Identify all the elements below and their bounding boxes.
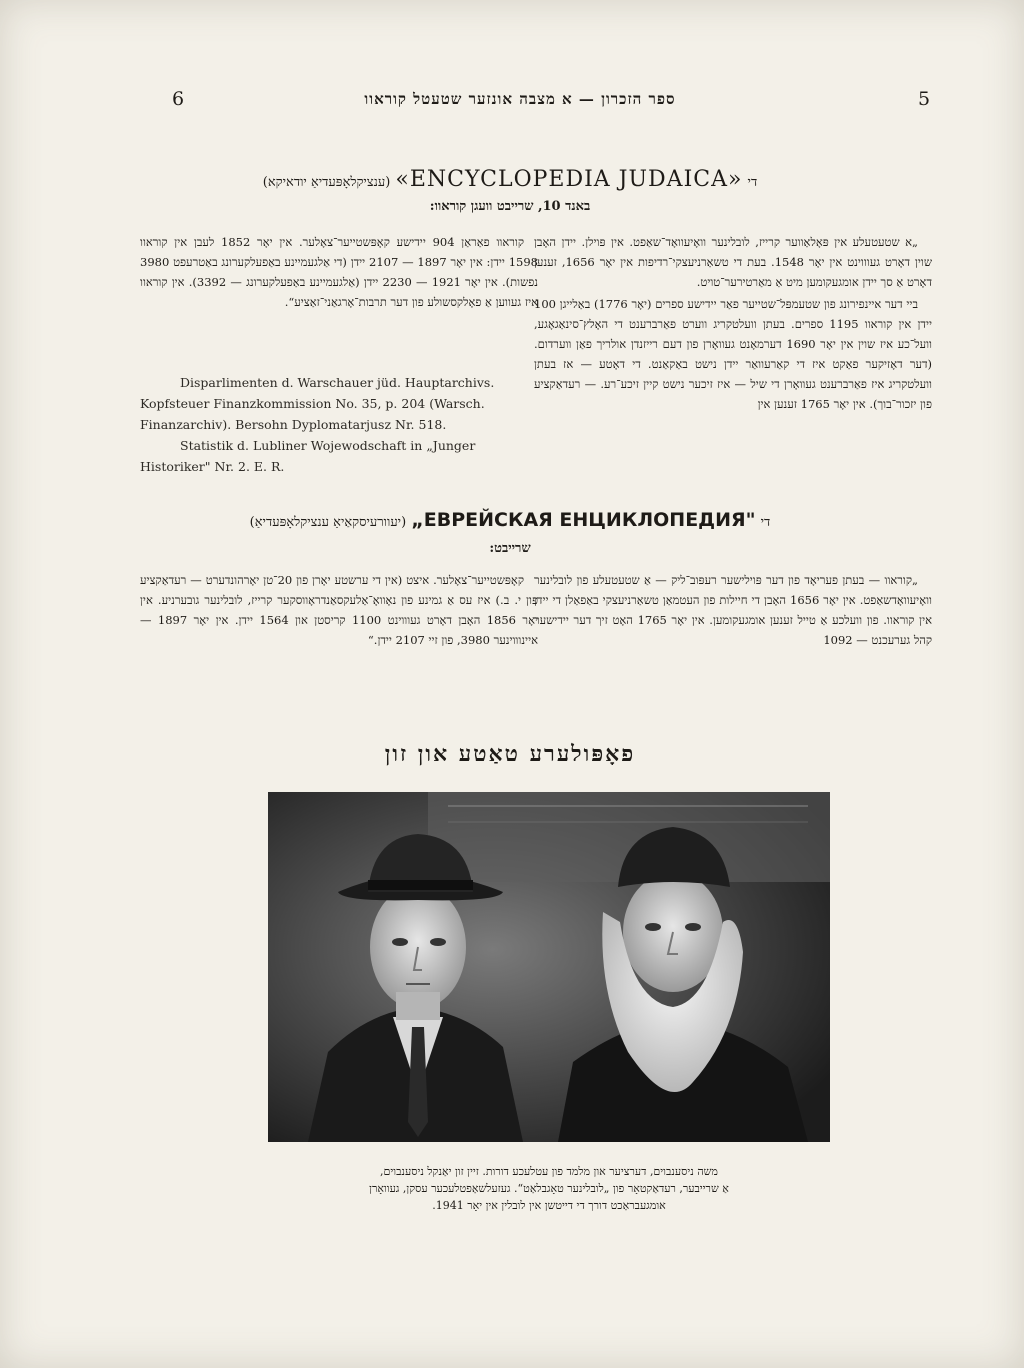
paragraph: קוראוו פאַראַן 904 יידישע קאָפּשטייער־צאָלער. אין יאָר 1852 לעבן אין קוראוו 1598 יידן: אין יאָר 1897 — 2107 יידן (די אַלגעמיינע באַפעלקערונג באַטרעפט 3980 נפשות). אין יאָר 1921 — 2230 יידן (אַלגעמיינע באַפעלקערונג — 3392). אין קוראוו איז געווען אַ פאָלקסשולע פון דער תרבות־אָרגאַני־זאַציע“. [140, 235, 539, 309]
running-header: ספר הזכרון — א מצבה אונזער שטעטל קוראוו [364, 90, 676, 108]
section-prefix: די [747, 175, 758, 190]
yiddish-title: (יעוורעיסקאַיאַ ענציקלאָפּעדיאַ) [249, 515, 407, 530]
section-subtitle: שרייבט: [489, 541, 531, 556]
yiddish-title: (ענציקלאָפּעדיאַ יודאיקא) [262, 175, 391, 190]
paragraph: ביי דער איינפירונג פון שטעמפּל־שטייער פאַר יידישע ספרים (יאָר 1776) באַלייגן 100 יידן אין קוראוו 1195 ספרים. בעתן וועלטקריג ווערט פאַרברענט די האָלץ־סינאַגאָגע, וועל־כע איז שוין אין יאָר 1690 דערמאָנט געוואָרן פון דעם רייזנדן אולריך פאַן ווערדום. (דער דאָזיקער פאַקט איז די קאַרעוואַר יידן נישט באַקאַנט. די דאָטע — אז בעתן וועלטקריג איז פאַרברענט געוואָרן די שיל — איז זיכער נישט קיין זיכע־רע. — רעדאַקציע פון יזכור־בוך). אין יאָר 1765 זענען אין [534, 297, 932, 411]
portrait-photo [268, 792, 830, 1142]
caption-line-1: משה ניסענבוים, דערציער און מלמד פון עטלעכע דורות. זיין זון יאַנקל ניסענבוים, [380, 1165, 718, 1178]
column-right-1 [534, 232, 932, 416]
caption-line-3: אומגעבראַכט דורך די דייטשן אין לובלין אין יאָר 1941. [432, 1199, 666, 1212]
references [140, 372, 532, 477]
portrait-illustration [268, 792, 830, 1142]
column-right-2 [534, 570, 932, 652]
paragraph: קאָפּשטייער־צאָלער. איצט (אין די ערשטע יאָרן פון 20־טן יאָרהונדערט — רעדאַקציע פון י. ב.) איז עס אַ גמינע פון נאָוואָ־אַלעקסאַנדראָווסקער קרייז, לובלינער גובערניע. אין יאָר 1856 האָבן דאָרט געוווינט 1100 קריסטן און 1564 יידן. אין יאָר 1897 — איינוווינער 3980, פון זיי 2107 יידן.“ [140, 573, 538, 647]
section-title-judaica [140, 167, 880, 192]
photo-caption [268, 1163, 830, 1214]
section-title-evreiskaya [140, 509, 880, 531]
column-left-1 [140, 232, 538, 314]
paragraph: „קוראוו — בעתן פעריאָד פון דער פּוילישער רעפּוב־ליק — אַ שטעטעלע פון לובלינער וואָיעוואָדשאַפט. אין יאָר 1656 האָבן די חיילות פון העטמאַן טשאַרניעצקי באַפאַלן די יידן אין קוראוו. פון וועלכע אַ טייל זענען אומגעקומען. אין יאָר 1765 האָט זיך דער יידישער קהל גערעכנט — 1092 [534, 573, 932, 647]
reference-1: Disparlimenten d. Warschauer jüd. Hauptarchivs. Kopfsteuer Finanzkommission No. 35, p. 204 (Warsch. Finanzarchiv). Bersohn Dyplomatarjusz Nr. 518. [140, 375, 495, 432]
paragraph: „א שטעטעלע אין פּאָלאַווער קרייז, לובלינער וואָיעוואָד־שאַפט. אין פּוילן. יידן האָבן שוין דאָרט געוווינט אין יאָר 1548. בעת די טשאַרניעצקי־רדיפות אין יאָר 1656, זענען דאָרט אַ סך יידן אומגעקומען מיט אַ מאַרטירער־טויט. [534, 235, 932, 289]
page-number-right: 5 [918, 88, 931, 110]
cyrillic-title: „ЕВРЕЙСКАЯ ЕНЦИКЛОПЕДИЯ" [411, 509, 756, 531]
section-subtitle: באנד 10, שרייבט וועגן קוראוו: [429, 199, 591, 214]
reference-2: Statistik d. Lubliner Wojewodschaft in „Junger Historiker" Nr. 2. E. R. [140, 438, 476, 474]
page-number-left: 6 [172, 88, 185, 110]
photo-section-title: פאָפּולערע טאַטע און זון [384, 741, 636, 767]
latin-title: «ENCYCLOPEDIA JUDAICA» [395, 167, 743, 192]
caption-line-2: אַ שרייבער, רעדאַקטאָר פון „לובלינער טאָגבלאַט“. געזעלשאַפטלעכער עסקן, געוואָרן [369, 1182, 729, 1195]
section-prefix: די [760, 515, 771, 530]
column-left-2 [140, 570, 538, 652]
